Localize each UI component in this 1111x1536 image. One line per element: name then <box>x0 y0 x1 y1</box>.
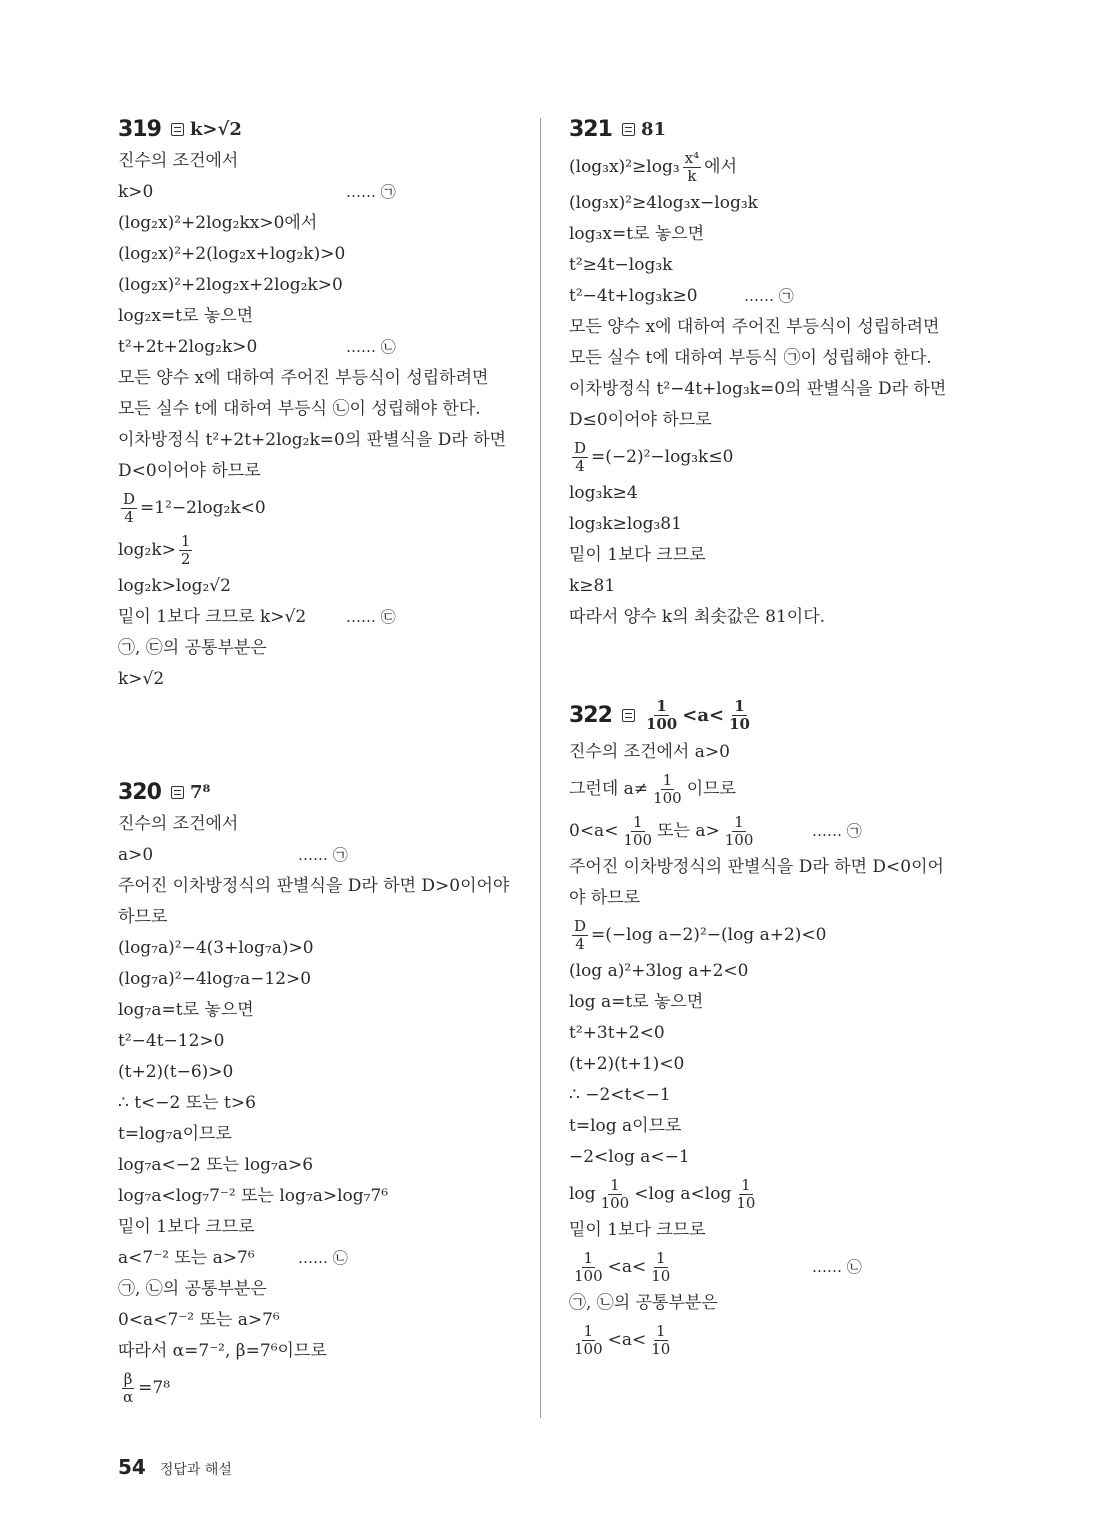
condition-tag: …… ㉢ <box>346 608 396 626</box>
line-text: =(−log a−2)²−(log a+2)<0 <box>591 925 827 945</box>
denominator: 2 <box>180 549 191 568</box>
answer-text: 7⁸ <box>189 781 211 803</box>
denominator: 100 <box>600 1193 630 1212</box>
solution-line: k≥81 <box>569 576 616 596</box>
problem-number: 320 <box>118 779 161 805</box>
numerator: 1 <box>180 531 191 550</box>
problem-header <box>569 112 979 146</box>
solution-line: t²+3t+2<0 <box>569 1023 665 1043</box>
denominator: 100 <box>653 788 682 807</box>
solution-line: (t+2)(t−6)>0 <box>118 1062 234 1082</box>
solution-line: (log₂x)²+2(log₂x+log₂k)>0 <box>118 244 346 264</box>
solution-line: (t+2)(t+1)<0 <box>569 1054 685 1074</box>
fraction <box>649 1250 672 1285</box>
solution-line: 0<a<7⁻² 또는 a>7⁶ <box>118 1310 280 1330</box>
fraction <box>651 772 684 807</box>
line-text: 밑이 1보다 크므로 k>√2 <box>118 607 307 627</box>
condition-tag: …… ㉡ <box>298 1249 348 1267</box>
solution-line: D≤0이어야 하므로 <box>569 410 712 430</box>
solution-line: log₃x=t로 놓으면 <box>569 224 705 244</box>
numerator: 1 <box>656 1321 666 1340</box>
solution-line: 진수의 조건에서 <box>118 151 239 171</box>
line-text: =(−2)²−log₃k≤0 <box>591 447 734 467</box>
solution-line: 이차방정식 t²+2t+2log₂k=0의 판별식을 D라 하면 <box>118 430 507 450</box>
line-text: =7⁸ <box>138 1378 171 1398</box>
denominator: 10 <box>651 1339 671 1358</box>
line-text: t²+2t+2log₂k>0 <box>118 337 258 357</box>
line-text: t²−4t+log₃k≥0 <box>569 286 698 306</box>
solution-line: 하므로 <box>118 907 168 927</box>
fraction <box>121 1371 135 1406</box>
problem-number: 321 <box>569 116 612 142</box>
numerator: 1 <box>656 696 667 715</box>
solution-line: log a=t로 놓으면 <box>569 992 704 1012</box>
solution-line: 따라서 α=7⁻², β=7⁶이므로 <box>118 1341 327 1361</box>
numerator: 1 <box>583 1248 594 1267</box>
left-column <box>118 112 528 1409</box>
numerator: β <box>123 1369 133 1388</box>
problem-322 <box>569 693 979 1361</box>
fraction <box>599 1177 632 1212</box>
numerator: 1 <box>583 1321 594 1340</box>
solution-line: D<0이어야 하므로 <box>118 461 261 481</box>
solution-line: log₃k≥4 <box>569 483 638 503</box>
denominator: 10 <box>729 714 750 733</box>
solution-line: k>√2 <box>118 669 165 689</box>
solution-line: log₂k>log₂√2 <box>118 576 231 596</box>
denominator: 100 <box>724 830 754 849</box>
solution-line: log₃k≥log₃81 <box>569 514 682 534</box>
numerator: D <box>574 438 587 457</box>
solution-line: ㉠, ㉡의 공통부분은 <box>569 1293 718 1313</box>
solution-line: t²−4t−12>0 <box>118 1031 225 1051</box>
solution-line <box>118 332 528 363</box>
solution-line <box>118 1367 528 1409</box>
problem-320 <box>118 775 528 1409</box>
solution-line <box>569 810 979 852</box>
fraction <box>723 814 756 849</box>
numerator: 1 <box>741 1175 751 1194</box>
numerator: 1 <box>633 812 643 831</box>
answer-icon <box>622 123 635 136</box>
solution-line <box>118 602 528 633</box>
solution-line <box>569 436 979 478</box>
solution-line <box>118 1243 528 1274</box>
solution-line: 따라서 양수 k의 최솟값은 81이다. <box>569 607 826 627</box>
solution-line: ㉠, ㉢의 공통부분은 <box>118 638 267 658</box>
solution-line <box>569 1173 979 1215</box>
denominator: 100 <box>645 714 678 733</box>
denominator: k <box>687 166 697 185</box>
denominator: 10 <box>651 1266 671 1285</box>
solution-line: −2<log a<−1 <box>569 1147 690 1167</box>
numerator: 1 <box>734 696 745 715</box>
problem-number: 319 <box>118 116 161 142</box>
solution-line: ∴ −2<t<−1 <box>569 1085 671 1105</box>
solution-line: 주어진 이차방정식의 판별식을 D라 하면 D>0이어야 <box>118 876 510 896</box>
fraction <box>621 814 654 849</box>
solution-line: (log₇a)²−4log₇a−12>0 <box>118 969 312 989</box>
solution-line: log₇a=t로 놓으면 <box>118 1000 254 1020</box>
solution-line <box>569 1246 979 1288</box>
solution-line: ∴ t<−2 또는 t>6 <box>118 1093 256 1113</box>
solution-line <box>118 529 528 571</box>
solution-line: (log₂x)²+2log₂kx>0에서 <box>118 213 318 233</box>
denominator: 100 <box>574 1339 603 1358</box>
column-divider <box>540 118 541 1418</box>
solution-line: 진수의 조건에서 a>0 <box>569 742 730 762</box>
denominator: α <box>123 1387 134 1406</box>
solution-line: t=log a이므로 <box>569 1116 682 1136</box>
solution-line: 밑이 1보다 크므로 <box>118 1217 255 1237</box>
solution-line <box>118 177 528 208</box>
solution-line: (log a)²+3log a+2<0 <box>569 961 749 981</box>
answer-icon <box>171 123 184 136</box>
numerator: x⁴ <box>684 148 700 167</box>
fraction <box>644 698 679 733</box>
solution-line: (log₂x)²+2log₂x+2log₂k>0 <box>118 275 343 295</box>
numerator: 1 <box>610 1175 620 1194</box>
line-text: 에서 <box>704 157 737 177</box>
solution-line <box>569 146 979 188</box>
answer-text: 81 <box>640 118 666 140</box>
solution-line: 모든 양수 x에 대하여 주어진 부등식이 성립하려면 <box>118 368 489 388</box>
fraction <box>649 1323 672 1358</box>
solution-line <box>569 281 979 312</box>
condition-tag: …… ㉠ <box>744 287 794 305</box>
numerator: 1 <box>734 812 744 831</box>
numerator: D <box>574 916 587 935</box>
denominator: 10 <box>736 1193 756 1212</box>
solution-line: 모든 실수 t에 대하여 부등식 ㉠이 성립해야 한다. <box>569 348 932 368</box>
problem-number: 322 <box>569 702 612 728</box>
solution-line: t=log₇a이므로 <box>118 1124 232 1144</box>
condition-tag: …… ㉠ <box>298 846 348 864</box>
solution-line: 모든 실수 t에 대하여 부등식 ㉡이 성립해야 한다. <box>118 399 481 419</box>
line-text: =1²−2log₂k<0 <box>140 498 266 518</box>
fraction <box>572 1323 605 1358</box>
line-text: log₂k> <box>118 540 176 560</box>
line-text: a>0 <box>118 845 154 865</box>
line-text: <log a<log <box>634 1184 732 1204</box>
answer-text: <a< <box>682 704 725 726</box>
line-text: 이므로 <box>686 779 736 799</box>
line-text: 0<a< <box>569 821 619 841</box>
solution-line: 야 하므로 <box>569 888 641 908</box>
solution-line: 이차방정식 t²−4t+log₃k=0의 판별식을 D라 하면 <box>569 379 947 399</box>
problem-321 <box>569 112 979 633</box>
line-text: (log₃x)²≥log₃ <box>569 157 680 177</box>
answer-text: k>√2 <box>189 118 242 140</box>
denominator: 100 <box>574 1266 603 1285</box>
condition-tag: …… ㉡ <box>346 338 396 356</box>
numerator: 1 <box>656 1248 666 1267</box>
solution-line <box>118 840 528 871</box>
solution-line: log₇a<log₇7⁻² 또는 log₇a>log₇7⁶ <box>118 1186 389 1206</box>
condition-tag: …… ㉠ <box>812 822 862 840</box>
fraction <box>121 491 137 526</box>
solution-line: 주어진 이차방정식의 판별식을 D라 하면 D<0이어 <box>569 857 944 877</box>
solution-line: 모든 양수 x에 대하여 주어진 부등식이 성립하려면 <box>569 317 940 337</box>
condition-tag: …… ㉡ <box>812 1258 862 1276</box>
answer-icon <box>622 709 635 722</box>
line-text: k>0 <box>118 182 154 202</box>
problem-header <box>569 693 979 737</box>
fraction <box>683 150 701 185</box>
solution-line <box>118 487 528 529</box>
fraction <box>734 1177 757 1212</box>
solution-line: (log₇a)²−4(3+log₇a)>0 <box>118 938 314 958</box>
solution-line: (log₃x)²≥4log₃x−log₃k <box>569 193 758 213</box>
problem-header <box>118 112 528 146</box>
solution-line: 밑이 1보다 크므로 <box>569 545 706 565</box>
denominator: 4 <box>575 456 585 475</box>
solution-line: t²≥4t−log₃k <box>569 255 673 275</box>
denominator: 4 <box>575 934 585 953</box>
line-text: <a< <box>607 1257 647 1277</box>
denominator: 4 <box>124 507 134 526</box>
line-text: <a< <box>607 1330 647 1350</box>
solution-line: log₇a<−2 또는 log₇a>6 <box>118 1155 314 1175</box>
solution-line: log₂x=t로 놓으면 <box>118 306 254 326</box>
page-number: 54 <box>118 1455 146 1479</box>
solution-line: 진수의 조건에서 <box>118 814 239 834</box>
fraction <box>572 440 588 475</box>
page-footer <box>118 1455 232 1479</box>
solution-line <box>569 768 979 810</box>
line-text: 또는 a> <box>657 821 720 841</box>
denominator: 100 <box>623 830 653 849</box>
solution-line <box>569 914 979 956</box>
footer-label: 정답과 해설 <box>159 1462 232 1478</box>
line-text: a<7⁻² 또는 a>7⁶ <box>118 1248 255 1268</box>
solution-line: 밑이 1보다 크므로 <box>569 1220 706 1240</box>
right-column <box>569 112 979 1361</box>
solution-line: ㉠, ㉡의 공통부분은 <box>118 1279 267 1299</box>
problem-319 <box>118 112 528 695</box>
fraction <box>572 918 588 953</box>
line-text: 그런데 a≠ <box>569 779 649 799</box>
answer-icon <box>171 786 184 799</box>
fraction <box>572 1250 605 1285</box>
line-text: log <box>569 1184 596 1204</box>
fraction <box>179 533 193 568</box>
fraction <box>727 698 752 733</box>
solution-line <box>569 1319 979 1361</box>
numerator: D <box>123 489 136 508</box>
problem-header <box>118 775 528 809</box>
condition-tag: …… ㉠ <box>346 183 396 201</box>
numerator: 1 <box>662 770 673 789</box>
